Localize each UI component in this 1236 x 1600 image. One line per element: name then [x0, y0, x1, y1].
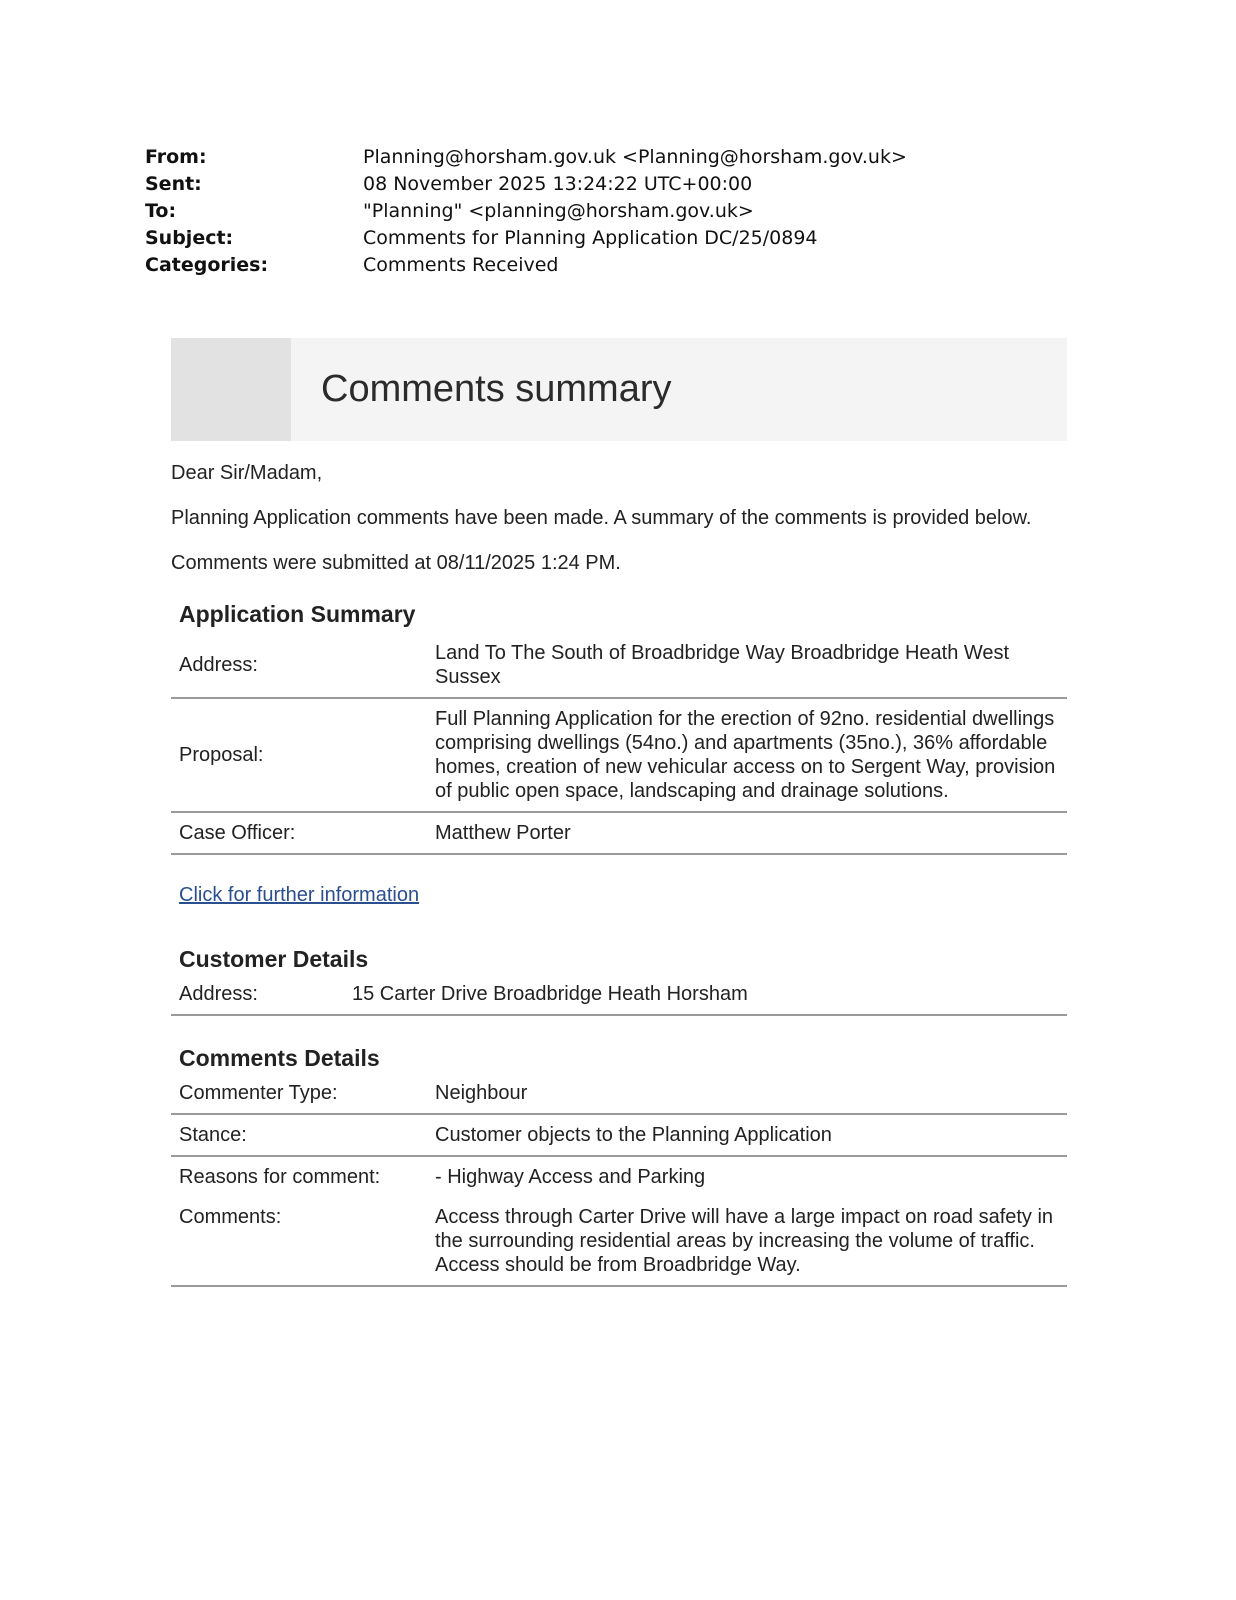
subject-value: Comments for Planning Application DC/25/0894 — [363, 227, 818, 249]
to-label: To: — [145, 200, 177, 222]
address-value: Land To The South of Broadbridge Way Broadbridge Heath West Sussex — [427, 633, 1067, 698]
commenter-type-label: Commenter Type: — [171, 1073, 427, 1114]
customer-details-title: Customer Details — [179, 946, 369, 972]
greeting: Dear Sir/Madam, — [171, 462, 323, 484]
submitted-time: Comments were submitted at 08/11/2025 1:24 PM. — [171, 552, 621, 574]
customer-details-table — [171, 974, 1067, 1016]
comments-details-table — [171, 1073, 1067, 1287]
reasons-label: Reasons for comment: — [179, 1166, 381, 1188]
further-info-wrap — [171, 855, 1067, 947]
stance-label: Stance: — [171, 1114, 427, 1156]
categories-value: Comments Received — [363, 254, 559, 276]
comments-label: Comments: — [171, 1197, 427, 1286]
to-row — [145, 198, 907, 225]
sent-label: Sent: — [145, 173, 202, 195]
reasons-value: - Highway Access and Parking — [435, 1166, 706, 1188]
table-row — [171, 633, 1067, 698]
sent-value: 08 November 2025 13:24:22 UTC+00:00 — [363, 173, 753, 195]
table-row — [171, 698, 1067, 812]
table-row — [171, 1156, 1067, 1197]
stance-value: Customer objects to the Planning Application — [427, 1114, 1067, 1156]
categories-label: Categories: — [145, 254, 269, 276]
proposal-value: Full Planning Application for the erection of 92no. residential dwellings comprising dwellings (54no.) and apartments (35no.), 36% affordable homes, creation of new vehicular access on to Sergent Way, provision of public open space, landscaping and drainage solutions. — [427, 698, 1067, 812]
customer-address-value: 15 Carter Drive Broadbridge Heath Horsham — [344, 974, 1067, 1015]
email-body — [171, 461, 1067, 1287]
proposal-label: Proposal: — [171, 698, 427, 812]
table-row — [171, 1197, 1067, 1286]
case-officer-value: Matthew Porter — [427, 812, 1067, 854]
table-row — [171, 1114, 1067, 1156]
from-row — [145, 144, 907, 171]
application-summary-title: Application Summary — [179, 601, 416, 627]
subject-label: Subject: — [145, 227, 234, 249]
commenter-type-value: Neighbour — [427, 1073, 1067, 1114]
further-information-link[interactable]: Click for further information — [179, 884, 420, 906]
application-summary-table — [171, 633, 1067, 855]
from-label: From: — [145, 146, 207, 168]
email-header — [145, 144, 907, 279]
table-row — [171, 1073, 1067, 1114]
subject-row — [145, 225, 907, 252]
comments-details-title: Comments Details — [179, 1045, 380, 1071]
categories-row — [145, 252, 907, 279]
from-value: Planning@horsham.gov.uk <Planning@horsham.gov.uk> — [363, 146, 907, 168]
case-officer-label: Case Officer: — [171, 812, 427, 854]
customer-address-label: Address: — [171, 974, 344, 1015]
address-label: Address: — [171, 633, 427, 698]
banner-title: Comments summary — [321, 368, 672, 410]
table-row — [171, 974, 1067, 1015]
sent-row — [145, 171, 907, 198]
banner-accent-block — [171, 338, 291, 441]
comments-value: Access through Carter Drive will have a large impact on road safety in the surrounding residential areas by increasing the volume of traffic. Access should be from Broadbridge Way. — [427, 1197, 1067, 1286]
intro-message: Planning Application comments have been made. A summary of the comments is provided below. — [171, 507, 1032, 529]
to-value: "Planning" <planning@horsham.gov.uk> — [363, 200, 754, 222]
comments-summary-banner — [171, 338, 1067, 441]
table-row — [171, 812, 1067, 854]
